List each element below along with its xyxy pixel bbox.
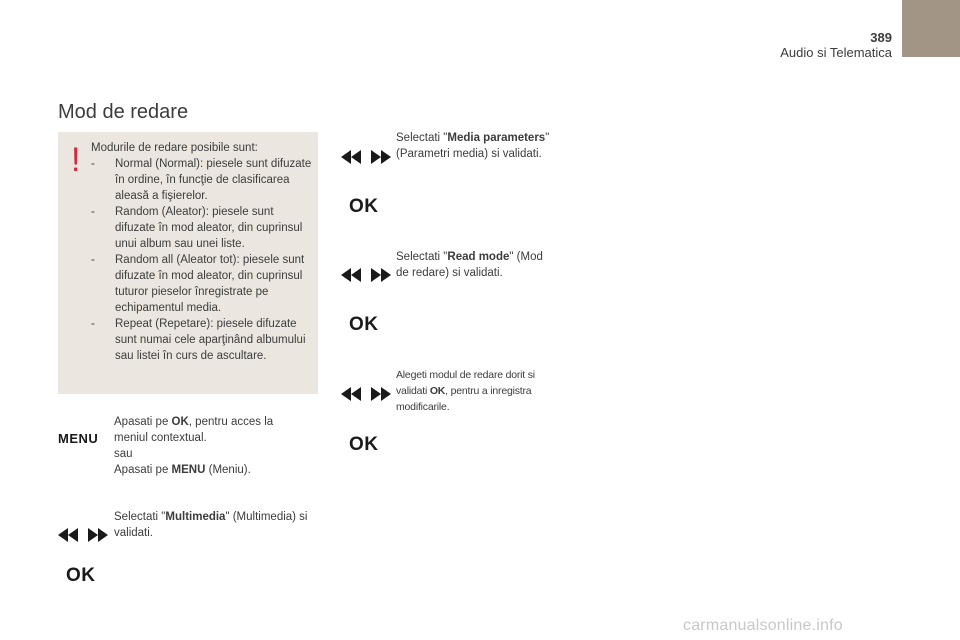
play-mode-list <box>91 156 313 364</box>
left-right-arrows-icon <box>341 268 391 282</box>
menu-key-icon: MENU <box>58 431 99 446</box>
list-item: - Random (Aleator): piesele sunt difuzate în mod aleator, din cuprinsul unui album sau unei liste. <box>91 204 313 252</box>
step-select-multimedia: Selectati "Multimedia" (Multimedia) si validati. <box>114 511 308 539</box>
step-select-media-parameters: Selectati "Media parameters" (Parametri media) si validati. <box>396 132 550 160</box>
list-item: - Random all (Aleator tot): piesele sunt difuzate în mod aleator, din cuprinsul tuturor pieselor înregistrate pe echipamentul media. <box>91 252 313 316</box>
note-intro: Modurile de redare posibile sunt: <box>91 142 258 154</box>
page-number: 389 <box>870 30 892 45</box>
watermark: carmanualsonline.info <box>683 617 843 634</box>
ok-key-icon: OK <box>66 565 96 586</box>
ok-key-icon: OK <box>349 196 379 217</box>
list-item: - Repeat (Repetare): piesele difuzate sunt numai cele aparţinând albumului sau listei în curs de ascultare. <box>91 316 313 364</box>
ok-key-icon: OK <box>349 314 379 335</box>
step-choose-mode: Alegeti modul de redare dorit si validati OK, pentru a inregistra modificarile. <box>396 369 535 413</box>
left-right-arrows-icon <box>58 528 108 542</box>
step-open-menu: Apasati pe OK, pentru acces la meniul contextual. sau Apasati pe MENU (Meniu). <box>114 416 274 476</box>
left-right-arrows-icon <box>341 150 391 164</box>
list-item: - Normal (Normal): piesele sunt difuzate în ordine, în funcţie de clasificarea aleasă a fişierelor. <box>91 156 313 204</box>
section-title: Mod de redare <box>58 101 189 123</box>
step-select-read-mode: Selectati "Read mode" (Mod de redare) si validati. <box>396 251 543 279</box>
exclamation-icon: ! <box>71 141 81 179</box>
chapter-title: Audio si Telematica <box>780 45 892 60</box>
ok-key-icon: OK <box>349 434 379 455</box>
left-right-arrows-icon <box>341 387 391 401</box>
chapter-tab <box>902 0 960 57</box>
